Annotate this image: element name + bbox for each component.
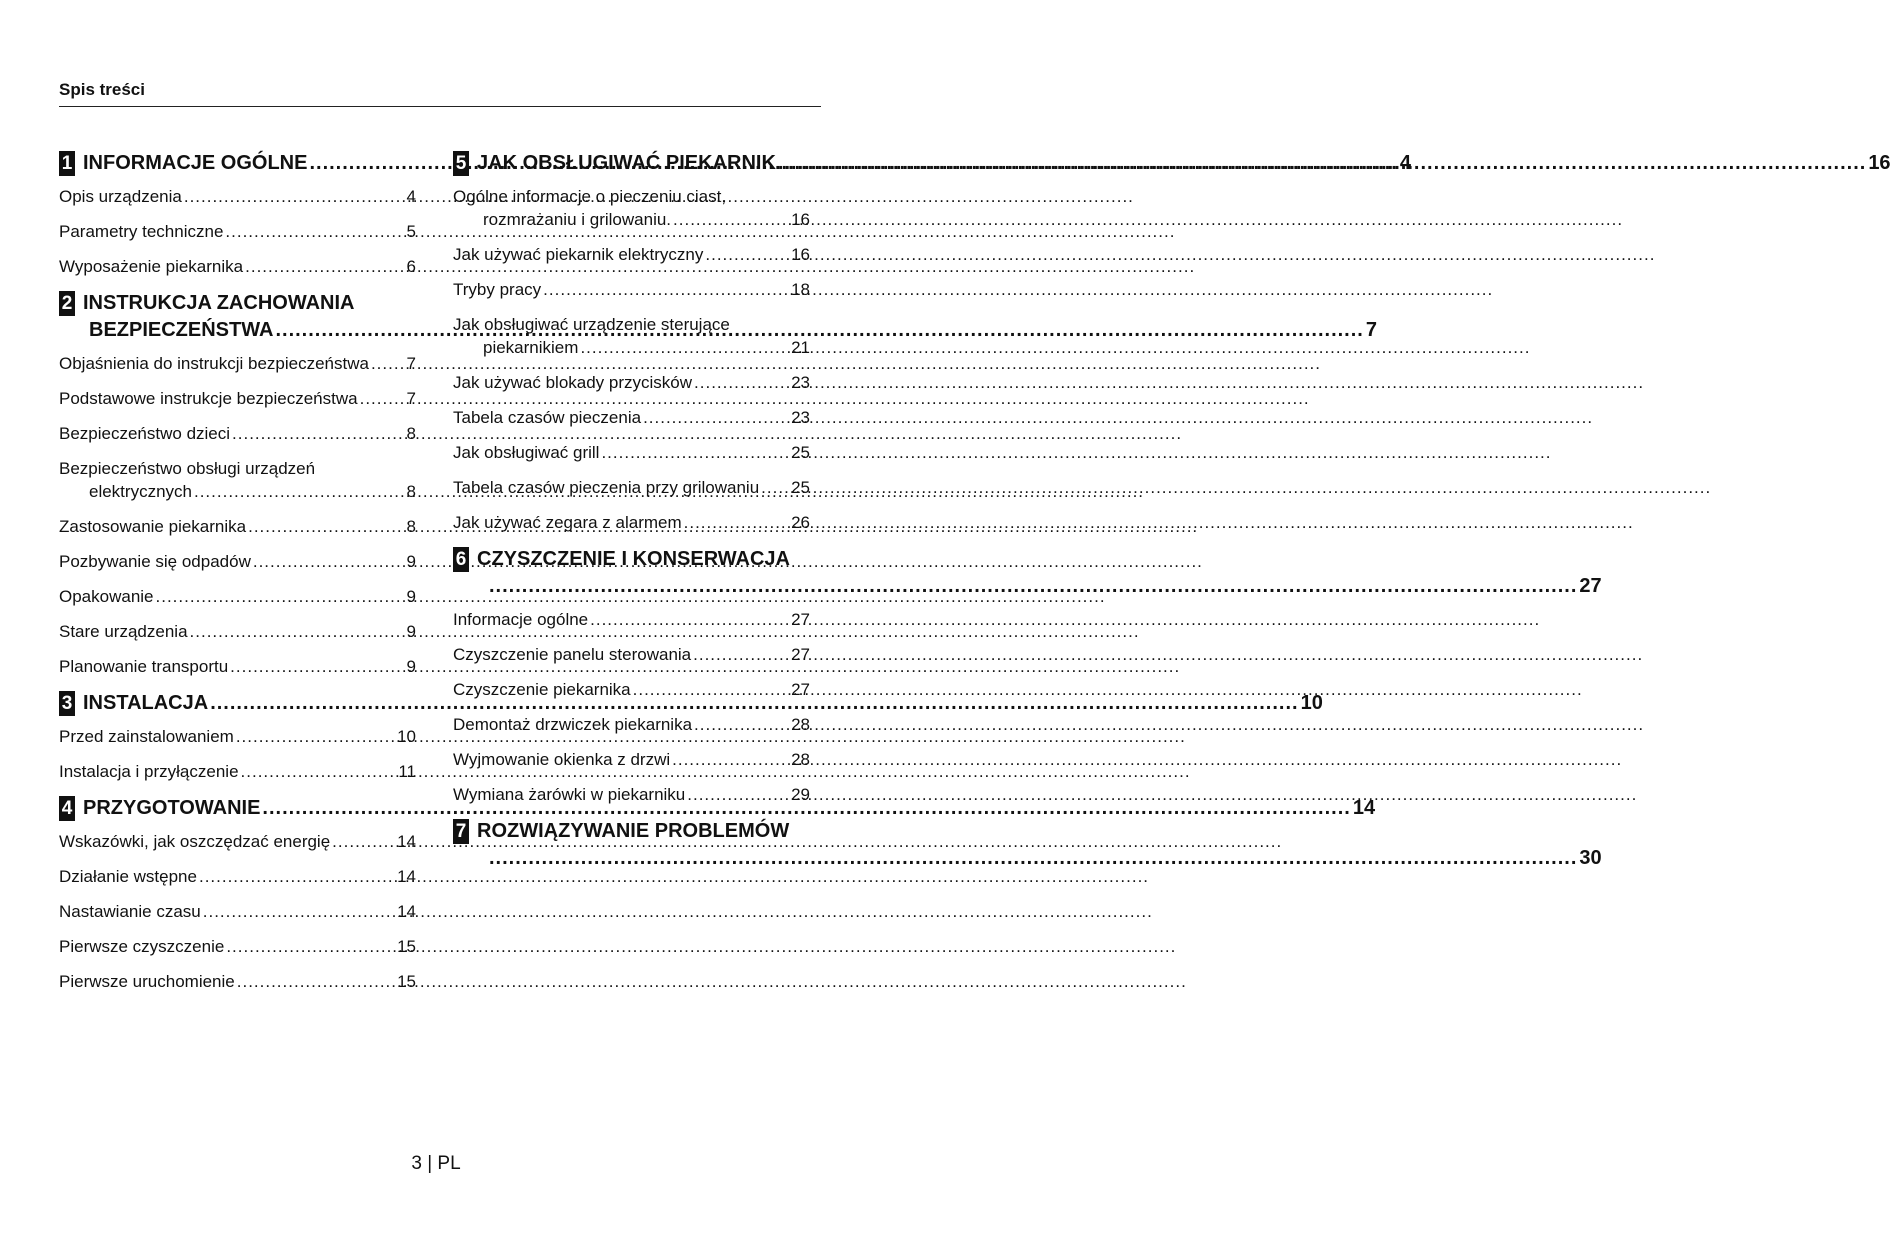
toc-entry[interactable]	[59, 515, 416, 538]
toc-entry[interactable]	[453, 608, 810, 631]
dot-leader	[601, 441, 789, 464]
entry-title: Tabela czasów pieczenia przy grilowaniu	[453, 478, 760, 497]
entry-title: Czyszczenie piekarnika	[453, 680, 631, 699]
dot-leader	[672, 748, 789, 771]
entry-page-number: 7	[406, 354, 416, 373]
entry-row	[59, 725, 416, 748]
entry-page-number: 29	[791, 785, 810, 804]
entry-row	[453, 608, 810, 631]
entry-row	[59, 900, 416, 923]
entry-title: Jak obsługiwać grill	[453, 443, 600, 462]
dot-leader	[232, 422, 405, 445]
toc-entry[interactable]	[453, 243, 810, 266]
dot-leader	[643, 406, 789, 429]
toc-section-3[interactable]	[59, 690, 1323, 717]
entry-title: Pierwsze uruchomienie	[59, 972, 235, 991]
entry-title-line1: Bezpieczeństwo obsługi urządzeń	[59, 459, 316, 478]
entry-title: Informacje ogólne	[453, 610, 589, 629]
section-title-line1: INSTRUKCJA ZACHOWANIA	[83, 292, 355, 314]
dot-leader	[225, 220, 404, 243]
dot-leader	[778, 150, 1866, 177]
section-page-number: 10	[1300, 692, 1323, 714]
dot-leader	[184, 185, 405, 208]
entry-row	[59, 515, 416, 538]
entry-row	[59, 185, 416, 208]
section-page-number: 7	[1365, 319, 1377, 341]
entry-title: Wyposażenie piekarnika	[59, 257, 244, 276]
entry-page-number: 27	[791, 610, 810, 629]
entry-title: elektrycznych	[89, 482, 192, 501]
entry-row	[59, 620, 416, 643]
dot-leader	[694, 713, 789, 736]
entry-title: Opis urządzenia	[59, 187, 182, 206]
entry-page-number: 15	[397, 937, 416, 956]
dot-leader	[489, 573, 1577, 600]
page-header	[59, 80, 821, 107]
entry-page-number: 21	[791, 338, 810, 357]
entry-page-number: 14	[397, 902, 416, 921]
entry-row	[59, 970, 416, 993]
entry-title: Wyjmowanie okienka z drzwi	[453, 750, 671, 769]
entry-page-number: 23	[791, 408, 810, 427]
section-number-badge: 1	[59, 151, 75, 176]
section-number-badge: 6	[453, 547, 469, 572]
toc-entry[interactable]	[59, 185, 416, 208]
entry-page-number: 7	[406, 389, 416, 408]
entry-row	[59, 655, 416, 678]
section-title-block	[477, 546, 1602, 600]
dot-leader	[245, 255, 404, 278]
entry-title: Instalacja i przyłączenie	[59, 762, 239, 781]
dot-leader	[371, 352, 405, 375]
toc-entry[interactable]	[59, 725, 416, 748]
toc-entry[interactable]	[453, 278, 810, 301]
entry-page-number: 9	[406, 552, 416, 571]
entry-row	[453, 208, 810, 231]
entry-page-number: 16	[791, 210, 810, 229]
dot-leader	[194, 480, 405, 503]
dot-leader	[590, 608, 789, 631]
toc-entry[interactable]	[453, 748, 810, 771]
entry-row	[453, 783, 810, 806]
toc-entry[interactable]	[59, 422, 416, 445]
toc-entry[interactable]	[59, 655, 416, 678]
toc-entry[interactable]	[59, 620, 416, 643]
toc-entry[interactable]	[59, 830, 416, 853]
entry-page-number: 11	[398, 762, 416, 781]
toc-section-6[interactable]	[453, 546, 1602, 600]
dot-leader	[761, 476, 789, 499]
entry-page-number: 27	[791, 680, 810, 699]
page-number: 3 | PL	[411, 1153, 461, 1174]
toc-section-5[interactable]	[453, 150, 1891, 177]
toc-entry[interactable]	[59, 935, 416, 958]
entry-row	[59, 255, 416, 278]
entry-page-number: 23	[791, 373, 810, 392]
entry-title: Jak używać zegara z alarmem	[453, 513, 682, 532]
entry-page-number: 8	[406, 482, 416, 501]
section-number-badge: 5	[453, 151, 469, 176]
entry-title: Objaśnienia do instrukcji bezpieczeństwa	[59, 354, 369, 373]
entry-row	[453, 713, 810, 736]
dot-leader	[156, 585, 405, 608]
entry-title: Parametry techniczne	[59, 222, 224, 241]
entry-title: Pierwsze czyszczenie	[59, 937, 225, 956]
section-number-badge: 7	[453, 819, 469, 844]
dot-leader	[673, 208, 789, 231]
section-title: BEZPIECZEŃSTWA	[89, 319, 274, 341]
entry-title: Podstawowe instrukcje bezpieczeństwa	[59, 389, 358, 408]
toc-section-4[interactable]	[59, 795, 1376, 822]
entry-title: Tryby pracy	[453, 280, 542, 299]
entry-row	[59, 865, 416, 888]
entry-page-number: 28	[791, 715, 810, 734]
section-title: PRZYGOTOWANIE	[83, 797, 261, 819]
toc-entry[interactable]	[453, 643, 810, 666]
section-title: INFORMACJE OGÓLNE	[83, 152, 308, 174]
entry-row	[59, 550, 416, 573]
entry-page-number: 15	[397, 972, 416, 991]
entry-title: Stare urządzenia	[59, 622, 188, 641]
entry-title: Bezpieczeństwo dzieci	[59, 424, 231, 443]
entry-page-number: 18	[791, 280, 810, 299]
dot-leader	[226, 935, 395, 958]
entry-title: Nastawianie czasu	[59, 902, 201, 921]
dot-leader	[580, 336, 789, 359]
section-title-row	[477, 150, 1891, 177]
entry-title: Przed zainstalowaniem	[59, 727, 234, 746]
dot-leader	[705, 243, 789, 266]
entry-row	[59, 935, 416, 958]
entry-row	[59, 830, 416, 853]
toc-entry[interactable]	[453, 406, 810, 429]
entry-row	[453, 678, 810, 701]
entry-page-number: 28	[791, 750, 810, 769]
dot-leader	[332, 830, 395, 853]
entry-row	[59, 387, 416, 410]
entry-page-number: 25	[791, 478, 810, 497]
entry-page-number: 9	[406, 587, 416, 606]
entry-row	[453, 336, 810, 359]
dot-leader	[687, 783, 789, 806]
dot-leader	[543, 278, 789, 301]
dot-leader	[253, 550, 405, 573]
section-page-number: 4	[1399, 152, 1411, 174]
entry-page-number: 16	[791, 245, 810, 264]
entry-title: Wymiana żarówki w piekarniku	[453, 785, 686, 804]
entry-row	[59, 422, 416, 445]
section-title-row	[477, 845, 1602, 872]
section-page-number: 30	[1579, 847, 1602, 869]
entry-row	[453, 748, 810, 771]
dot-leader	[237, 970, 395, 993]
entry-title: rozmrażaniu i grilowaniu.	[483, 210, 672, 229]
dot-leader	[236, 725, 395, 748]
toc-entry[interactable]	[453, 185, 810, 231]
entry-page-number: 6	[406, 257, 416, 276]
toc-entry[interactable]	[453, 371, 810, 394]
toc-entry[interactable]	[453, 713, 810, 736]
dot-leader	[693, 643, 789, 666]
dot-leader	[489, 845, 1577, 872]
entry-page-number: 8	[406, 517, 416, 536]
section-title-row	[477, 573, 1602, 600]
entry-row	[453, 243, 810, 266]
dot-leader	[248, 515, 404, 538]
section-title: INSTALACJA	[83, 692, 209, 714]
entry-row	[59, 352, 416, 375]
dot-leader	[360, 387, 405, 410]
entry-title-line1: Jak obsługiwać urządzenie sterujące	[453, 315, 730, 334]
entry-title: Jak używać piekarnik elektryczny	[453, 245, 704, 264]
section-page-number: 27	[1579, 575, 1602, 597]
entry-title: Pozbywanie się odpadów	[59, 552, 251, 571]
entry-page-number: 14	[397, 867, 416, 886]
toc-entry[interactable]	[59, 255, 416, 278]
toc-section-7[interactable]	[453, 818, 1602, 872]
entry-title: Tabela czasów pieczenia	[453, 408, 642, 427]
toc-entry[interactable]	[59, 387, 416, 410]
toc-entry[interactable]	[59, 585, 416, 608]
entry-page-number: 9	[406, 657, 416, 676]
entry-page-number: 27	[791, 645, 810, 664]
entry-row	[453, 406, 810, 429]
section-number-badge: 4	[59, 796, 75, 821]
entry-title: piekarnikiem	[483, 338, 579, 357]
dot-leader	[190, 620, 405, 643]
entry-row	[59, 220, 416, 243]
entry-row	[59, 480, 416, 503]
dot-leader	[199, 865, 395, 888]
toc-entry[interactable]	[453, 783, 810, 806]
dot-leader	[230, 655, 404, 678]
entry-page-number: 26	[791, 513, 810, 532]
entry-page-number: 5	[406, 222, 416, 241]
entry-page-number: 8	[406, 424, 416, 443]
toc-entry[interactable]	[453, 678, 810, 701]
section-title: JAK OBSŁUGIWAĆ PIEKARNIK	[477, 152, 776, 174]
entry-page-number: 10	[397, 727, 416, 746]
toc-entry[interactable]	[453, 441, 810, 464]
entry-page-number: 9	[406, 622, 416, 641]
section-title-block	[477, 150, 1891, 177]
section-page-number: 16	[1868, 152, 1891, 174]
entry-title: Zastosowanie piekarnika	[59, 517, 247, 536]
entry-title: Wskazówki, jak oszczędzać energię	[59, 832, 331, 851]
dot-leader	[633, 678, 789, 701]
toc-entry[interactable]	[59, 352, 416, 375]
dot-leader	[241, 760, 397, 783]
dot-leader	[694, 371, 789, 394]
entry-page-number: 14	[397, 832, 416, 851]
section-title-line1: CZYSZCZENIE I KONSERWACJA	[477, 548, 790, 570]
dot-leader	[203, 900, 395, 923]
toc-entry[interactable]	[59, 865, 416, 888]
entry-title-line1: Ogólne informacje o pieczeniu ciast,	[453, 187, 727, 206]
toc-entry[interactable]	[59, 550, 416, 573]
entry-title: Planowanie transportu	[59, 657, 229, 676]
toc-entry[interactable]	[453, 313, 810, 359]
toc-entry[interactable]	[59, 220, 416, 243]
section-number-badge: 3	[59, 691, 75, 716]
toc-entry[interactable]	[59, 900, 416, 923]
entry-page-number: 4	[406, 187, 416, 206]
entry-page-number: 25	[791, 443, 810, 462]
toc-entry[interactable]	[59, 457, 416, 503]
entry-row	[453, 371, 810, 394]
toc-entry[interactable]	[453, 476, 810, 499]
entry-title: Jak używać blokady przycisków	[453, 373, 693, 392]
entry-row	[453, 441, 810, 464]
entry-title: Demontaż drzwiczek piekarnika	[453, 715, 693, 734]
section-title-line1: ROZWIĄZYWANIE PROBLEMÓW	[477, 820, 790, 842]
toc-entry[interactable]	[59, 970, 416, 993]
dot-leader	[684, 511, 789, 534]
entry-row	[453, 643, 810, 666]
entry-row	[59, 585, 416, 608]
section-page-number: 14	[1352, 797, 1376, 819]
entry-title: Opakowanie	[59, 587, 154, 606]
entry-row	[453, 476, 810, 499]
entry-row	[453, 511, 810, 534]
section-number-badge: 2	[59, 291, 75, 316]
toc-entry[interactable]	[453, 511, 810, 534]
entry-title: Działanie wstępne	[59, 867, 197, 886]
page-footer	[0, 1153, 872, 1175]
header-title: Spis treści	[59, 80, 145, 99]
entry-row	[59, 760, 416, 783]
section-title-block	[477, 818, 1602, 872]
entry-title: Czyszczenie panelu sterowania	[453, 645, 692, 664]
entry-row	[453, 278, 810, 301]
toc-entry[interactable]	[59, 760, 416, 783]
